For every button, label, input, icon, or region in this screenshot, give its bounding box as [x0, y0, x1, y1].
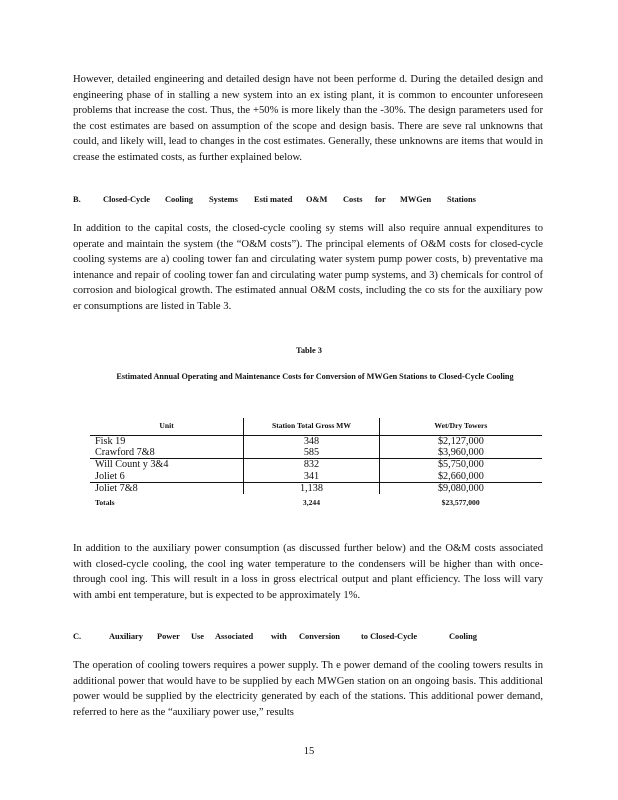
heading-b-word: Stations	[447, 195, 476, 204]
table-row	[90, 459, 542, 471]
page-number: 15	[303, 746, 315, 757]
heading-b-word: Esti mated	[254, 195, 293, 204]
cell-unit: Crawford 7&8	[90, 447, 244, 459]
heading-c-word: Conversion	[299, 632, 340, 641]
heading-b-word: Cooling	[165, 195, 193, 204]
cell-mw: 1,138	[244, 482, 380, 494]
heading-b-word: B.	[73, 195, 81, 204]
table-row	[90, 482, 542, 494]
heading-c-word: Use	[191, 632, 205, 641]
table-row	[90, 436, 542, 448]
heading-b-word: MWGen	[400, 195, 432, 204]
heading-b-word: Costs	[343, 195, 363, 204]
heading-c-word: Associated	[215, 632, 254, 641]
cell-unit: Fisk 19	[90, 436, 244, 448]
cell-cost: $3,960,000	[379, 447, 542, 459]
cell-mw: 341	[303, 470, 320, 482]
heading-b-word: Closed-Cycle	[103, 195, 150, 204]
table-totals-row	[90, 494, 542, 510]
paragraph-om-costs: In addition to the capital costs, the closed-cycle cooling sy stems will also require annual expenditures to operate and maintain the system (the “O&M costs”). The principal elements of O&M costs for closed-cycle cooling systems are a) cooling tower fan and circulating water system pump power costs, b) preventative ma intenance and repair of cooling tower fan and circulating water pump systems, and 3) chemicals for control of corrosion and biological growth. The estimated annual O&M costs, including the co sts for the auxiliary pow er consumptions are listed in Table 3.	[73, 223, 543, 312]
cell-mw: 832	[244, 459, 380, 471]
paragraph-efficiency-loss: In addition to the auxiliary power consumption (as discussed further below) and the O&M costs associated with closed-cycle cooling, the cool ing water temperature to the condensers will be higher than with once-through cool ing. This will result in a loss in gross electrical output and plant efficiency. The loss will vary with ambi ent temperature, but is expected to be approximately 1%.	[73, 543, 543, 601]
cell-unit: Will Count y 3&4	[90, 459, 244, 471]
cell-cost: $2,127,000	[379, 436, 542, 448]
heading-c-word: C.	[73, 632, 82, 641]
heading-c-word: Cooling	[449, 632, 477, 641]
heading-c-word: to Closed-Cycle	[361, 632, 418, 641]
totals-cost: $23,577,000	[441, 498, 480, 508]
table-caption: Estimated Annual Operating and Maintenance Costs for Conversion of MWGen Stations to Closed-Cycle Cooling	[116, 372, 514, 381]
totals-mw: 3,244	[302, 498, 321, 508]
cell-cost: $9,080,000	[379, 482, 542, 494]
table-row	[90, 447, 542, 459]
heading-b-word: for	[375, 195, 386, 204]
cell-cost: $2,660,000	[379, 471, 542, 483]
heading-b-word: O&M	[306, 195, 328, 204]
table-header-row	[90, 418, 542, 436]
table-title: Table 3	[296, 346, 322, 355]
cell-unit: Joliet 6	[90, 471, 244, 483]
cell-cost: $5,750,000	[379, 459, 542, 471]
paragraph-cost-uncertainty: However, detailed engineering and detailed design have not been performe d. During the detailed design and engineering phase of in stalling a new system into an ex isting plant, it is common to encounter unforeseen problems that increase the cost. Thus, the +50% is more likely than the -30%. The design parameters used for the cost estimates are based on assumption of the scope and design basis. There are seve ral unknowns that could, and likely will, lead to changes in the cost estimates. Generally, these unknowns are items that would in crease the estimated costs, as further explained below.	[73, 74, 543, 163]
heading-c-word: Power	[157, 632, 180, 641]
section-heading-c	[73, 632, 543, 641]
table-row	[90, 471, 542, 483]
cell-mw: 348	[303, 436, 320, 447]
heading-b-word: Systems	[209, 195, 238, 204]
heading-c-word: with	[271, 632, 287, 641]
totals-label: Totals	[95, 498, 115, 508]
header-unit: Unit	[90, 418, 244, 436]
om-cost-table	[90, 418, 542, 510]
header-wet-dry-towers: Wet/Dry Towers	[379, 418, 542, 436]
paragraph-auxiliary-power: The operation of cooling towers requires a power supply. Th e power demand of the cooling towers results in additional power that would have to be supplied by each MWGen station on an ongoing basis. This additional power would be supplied by the electricity generated by each of the stations. This additional power demand, referred to here as the “auxiliary power use,” results	[73, 660, 543, 718]
cell-unit: Joliet 7&8	[90, 482, 244, 494]
cell-mw: 585	[303, 447, 320, 459]
header-gross-mw: Station Total Gross MW	[244, 418, 380, 436]
heading-c-word: Auxiliary	[109, 632, 143, 641]
section-heading-b	[73, 195, 543, 204]
